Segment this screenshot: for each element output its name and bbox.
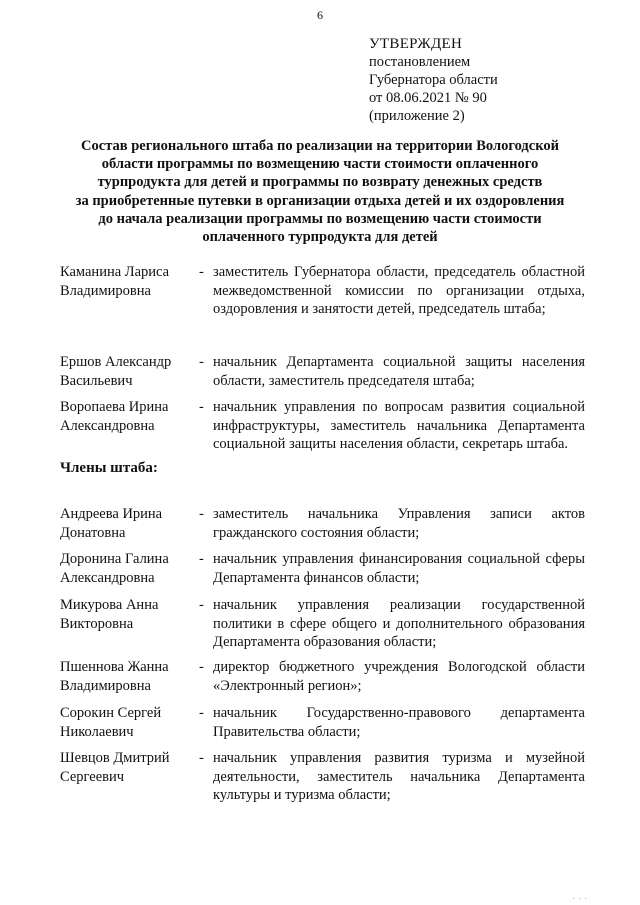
approval-line-1: постановлением <box>369 54 471 70</box>
members-heading: Члены штаба: <box>60 460 158 476</box>
person-name <box>60 596 195 633</box>
person-role: директор бюджетного учреждения Вологодской области «Электронный регион»; <box>213 659 585 694</box>
person-role: начальник управления развития туризма и музейной деятельности, заместитель начальника Департамента культуры и туризма области; <box>213 750 585 804</box>
name-line: Доронина Галина <box>60 551 169 567</box>
approval-line-3: от 08.06.2021 № 90 <box>369 90 487 106</box>
approval-stamp <box>369 35 498 125</box>
name-line: Шевцов Дмитрий <box>60 750 170 766</box>
person-name <box>60 658 195 695</box>
person-role: начальник Государственно-правового департамента Правительства области; <box>213 705 585 740</box>
name-line: Ершов Александр <box>60 354 172 370</box>
approval-line-2: Губернатора области <box>369 72 498 88</box>
name-line: Владимировна <box>60 677 151 694</box>
name-line: Пшеннова Жанна <box>60 659 169 675</box>
title-line: оплаченного турпродукта для детей <box>202 229 438 246</box>
approval-title: УТВЕРЖДЕН <box>369 36 463 52</box>
person-role: начальник Департамента социальной защиты населения области, заместитель председателя штаба; <box>213 354 585 389</box>
title-line: области программы по возмещению части стоимости оплаченного <box>101 156 539 173</box>
name-line: Николаевич <box>60 723 134 740</box>
name-line: Владимировна <box>60 282 151 299</box>
name-line: Сорокин Сергей <box>60 705 162 721</box>
document-title <box>40 137 600 246</box>
person-name <box>60 398 195 435</box>
name-line: Андреева Ирина <box>60 506 163 522</box>
person-name <box>60 263 195 300</box>
person-name <box>60 704 195 741</box>
person-name <box>60 505 195 542</box>
person-role: начальник управления финансирования социальной сферы Департамента финансов области; <box>213 551 585 586</box>
dash-separator: - <box>199 705 204 721</box>
name-line: Викторовна <box>60 615 134 632</box>
dash-separator: - <box>199 506 204 522</box>
person-role: заместитель Губернатора области, председатель областной межведомственной комиссии по организации отдыха, оздоровления и занятости детей, председатель штаба; <box>213 264 585 318</box>
person-name <box>60 353 195 390</box>
name-line: Васильевич <box>60 372 133 389</box>
title-line: до начала реализации программы по возмещению части стоимости <box>98 210 542 227</box>
person-role: начальник управления по вопросам развития социальной инфраструктуры, заместитель начальника Департамента социальной защиты населения области, секретарь штаба. <box>213 399 585 453</box>
page-number: 6 <box>317 8 323 22</box>
person-role: начальник управления реализации государственной политики в сфере общего и дополнительного образования Департамента образования области; <box>213 597 585 651</box>
name-line: Донатовна <box>60 524 126 541</box>
approval-line-4: (приложение 2) <box>369 108 465 124</box>
dash-separator: - <box>199 659 204 675</box>
dash-separator: - <box>199 399 204 415</box>
name-line: Сергеевич <box>60 768 125 785</box>
name-line: Микурова Анна <box>60 597 159 613</box>
name-line: Александровна <box>60 417 155 434</box>
dash-separator: - <box>199 354 204 370</box>
scan-mark: · · · <box>572 895 588 903</box>
person-name <box>60 550 195 587</box>
dash-separator: - <box>199 597 204 613</box>
title-line: за приобретенные путевки в организации отдыха детей и их оздоровления <box>75 192 565 209</box>
person-name <box>60 749 195 786</box>
name-line: Воропаева Ирина <box>60 399 169 415</box>
dash-separator: - <box>199 750 204 766</box>
name-line: Александровна <box>60 569 155 586</box>
title-line: Состав регионального штаба по реализации на территории Вологодской <box>81 138 559 154</box>
person-role: заместитель начальника Управления записи актов гражданского состояния области; <box>213 506 585 541</box>
dash-separator: - <box>199 264 204 280</box>
name-line: Каманина Лариса <box>60 264 170 280</box>
title-line: турпродукта для детей и программы по возврату денежных средств <box>97 174 543 191</box>
dash-separator: - <box>199 551 204 567</box>
